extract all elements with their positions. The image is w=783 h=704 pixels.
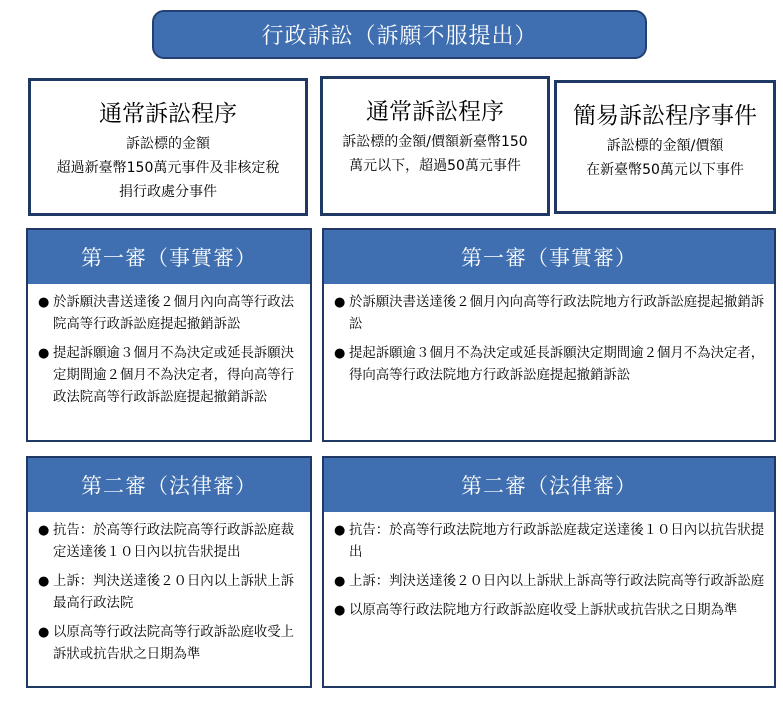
list-item: ● 上訴：判決送達後２０日內以上訴狀上訴最高行政法院 xyxy=(38,571,302,615)
second-instance-title: 第二審（法律審） xyxy=(28,458,310,512)
procedure-criteria xyxy=(557,134,773,182)
first-instance-list xyxy=(324,284,774,387)
criteria-line: 萬元以下，超過50萬元事件 xyxy=(349,158,521,174)
first-instance-list xyxy=(28,284,310,409)
list-item: ● 以原高等行政法院地方行政訴訟庭收受上訴狀或抗告狀之日期為準 xyxy=(334,600,766,622)
first-instance-title: 第一審（事實審） xyxy=(324,230,774,284)
second-instance-list xyxy=(28,512,310,666)
list-item: ● 提起訴願逾３個月不為決定或延長訴願決定期間逾２個月不為決定者，得向高等行政法院地方行政訴訟庭提起撤銷訴訟 xyxy=(334,343,766,387)
first-instance-title: 第一審（事實審） xyxy=(28,230,310,284)
procedure-title: 通常訴訟程序 xyxy=(366,99,504,125)
list-item: ● 抗告：於高等行政法院高等行政訴訟庭裁定送達後１０日內以抗告狀提出 xyxy=(38,520,302,564)
first-instance-panel-left xyxy=(26,228,312,442)
procedure-box-ordinary-mid xyxy=(320,76,550,216)
criteria-line: 超過新臺幣150萬元事件及非核定稅 xyxy=(56,160,280,176)
criteria-line: 捐行政處分事件 xyxy=(119,184,217,200)
procedure-title: 簡易訴訟程序事件 xyxy=(573,103,757,129)
second-instance-panel-left xyxy=(26,456,312,688)
criteria-line: 訴訟標的金額 xyxy=(126,136,210,152)
list-item: ● 於訴願決書送達後２個月內向高等行政法院高等行政訴訟庭提起撤銷訴訟 xyxy=(38,292,302,336)
procedure-box-ordinary-high xyxy=(28,78,308,216)
criteria-line: 訴訟標的金額/價額 xyxy=(606,138,724,154)
diagram-title: 行政訴訟（訴願不服提出） xyxy=(152,10,647,59)
list-item: ● 上訴：判決送達後２０日內以上訴狀上訴高等行政法院高等行政訴訟庭 xyxy=(334,571,766,593)
list-item: ● 於訴願決書送達後２個月內向高等行政法院地方行政訴訟庭提起撤銷訴訟 xyxy=(334,292,766,336)
procedure-criteria xyxy=(323,130,547,178)
procedure-criteria xyxy=(31,132,305,204)
list-item: ● 以原高等行政法院高等行政訴訟庭收受上訴狀或抗告狀之日期為準 xyxy=(38,622,302,666)
criteria-line: 在新臺幣50萬元以下事件 xyxy=(586,162,744,178)
procedure-title: 通常訴訟程序 xyxy=(99,101,237,127)
procedure-box-simple xyxy=(554,80,776,214)
list-item: ● 提起訴願逾３個月不為決定或延長訴願決定期間逾２個月不為決定者，得向高等行政法院高等行政訴訟庭提起撤銷訴訟 xyxy=(38,343,302,409)
list-item: ● 抗告：於高等行政法院地方行政訴訟庭裁定送達後１０日內以抗告狀提出 xyxy=(334,520,766,564)
second-instance-panel-right xyxy=(322,456,776,688)
first-instance-panel-right xyxy=(322,228,776,442)
second-instance-list xyxy=(324,512,774,622)
second-instance-title: 第二審（法律審） xyxy=(324,458,774,512)
criteria-line: 訴訟標的金額/價額新臺幣150 xyxy=(342,134,528,150)
